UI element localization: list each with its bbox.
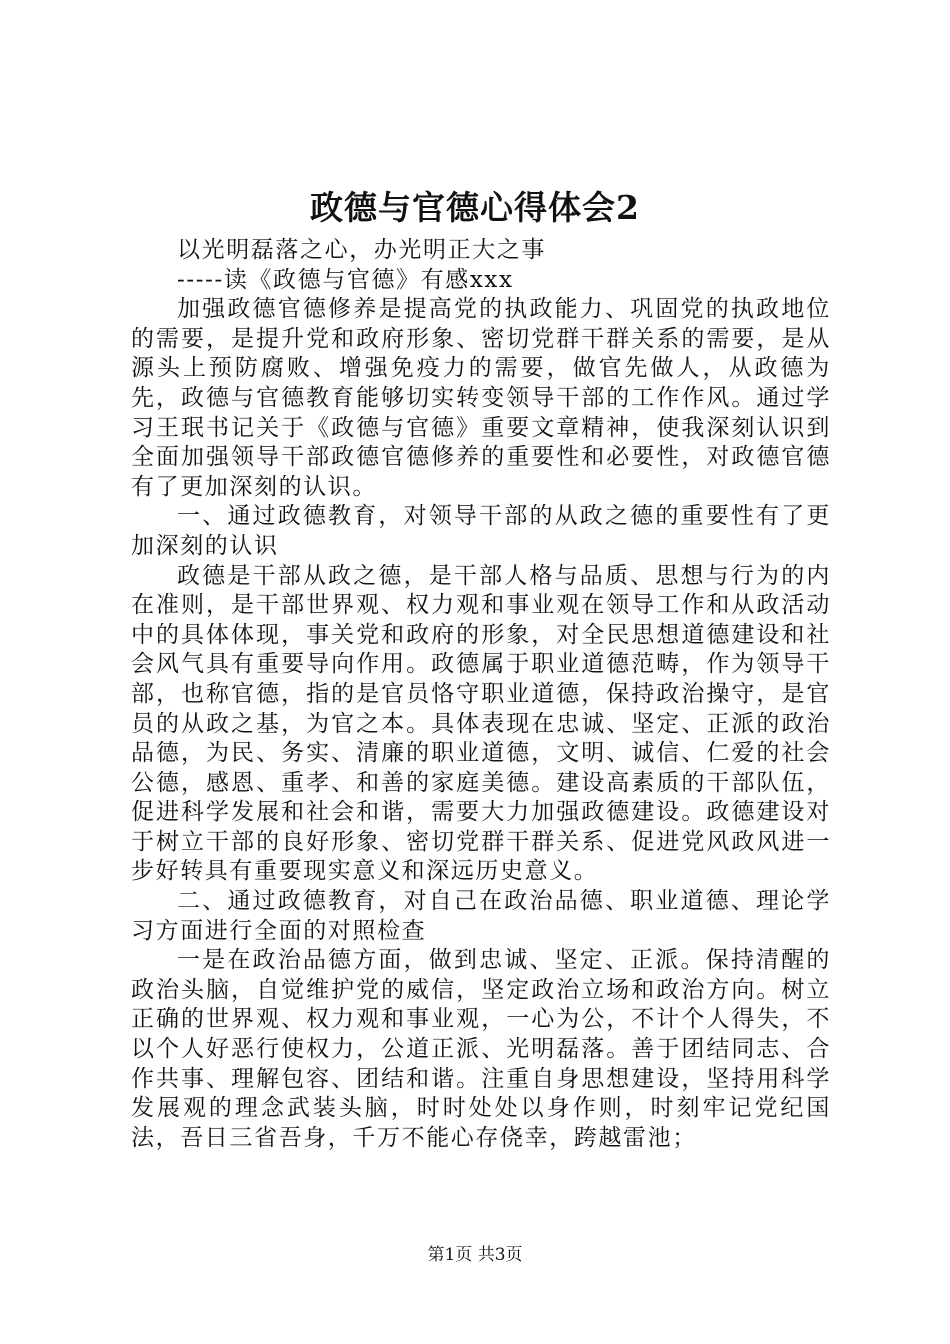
- paragraph: 加强政德官德修养是提高党的执政能力、巩固党的执政地位的需要，是提升党和政府形象、密切党群干群关系的需要，是从源头上预防腐败、增强免疫力的需要，做官先做人，从政德为先，政德与官德教育能够切实转变领导干部的工作作风。通过学习王珉书记关于《政德与官德》重要文章精神，使我深刻认识到全面加强领导干部政德官德修养的重要性和必要性，对政德官德有了更加深刻的认识。: [131, 296, 831, 500]
- subtitle-line: 以光明磊落之心，办光明正大之事: [177, 237, 546, 263]
- page-number-footer: 第1页 共3页: [427, 1245, 523, 1265]
- document-title: 政德与官德心得体会2: [310, 188, 640, 227]
- subtitle-byline: -----读《政德与官德》有感xxx: [177, 266, 514, 293]
- section-heading: 二、通过政德教育，对自己在政治品德、职业道德、理论学习方面进行全面的对照检查: [131, 888, 831, 944]
- document-body: [131, 236, 831, 1153]
- paragraph: 政德是干部从政之德，是干部人格与品质、思想与行为的内在准则，是干部世界观、权力观和事业观在领导工作和从政活动中的具体体现，事关党和政府的形象，对全民思想道德建设和社会风气具有重要导向作用。政德属于职业道德范畴，作为领导干部，也称官德，指的是官员恪守职业道德，保持政治操守，是官员的从政之基，为官之本。具体表现在忠诚、坚定、正派的政治品德，为民、务实、清廉的职业道德，文明、诚信、仁爱的社会公德，感恩、重孝、和善的家庭美德。建设高素质的干部队伍，促进科学发展和社会和谐，需要大力加强政德建设。政德建设对于树立干部的良好形象、密切党群干群关系、促进党风政风进一步好转具有重要现实意义和深远历史意义。: [131, 562, 831, 885]
- section-heading: 一、通过政德教育，对领导干部的从政之德的重要性有了更加深刻的认识: [131, 503, 831, 559]
- paragraph: 一是在政治品德方面，做到忠诚、坚定、正派。保持清醒的政治头脑，自觉维护党的威信，坚定政治立场和政治方向。树立正确的世界观、权力观和事业观，一心为公，不计个人得失，不以个人好恶行使权力，公道正派、光明磊落。善于团结同志、合作共事、理解包容、团结和谐。注重自身思想建设，坚持用科学发展观的理念武装头脑，时时处处以身作则，时刻牢记党纪国法，吾日三省吾身，千万不能心存侥幸，跨越雷池；: [131, 947, 831, 1151]
